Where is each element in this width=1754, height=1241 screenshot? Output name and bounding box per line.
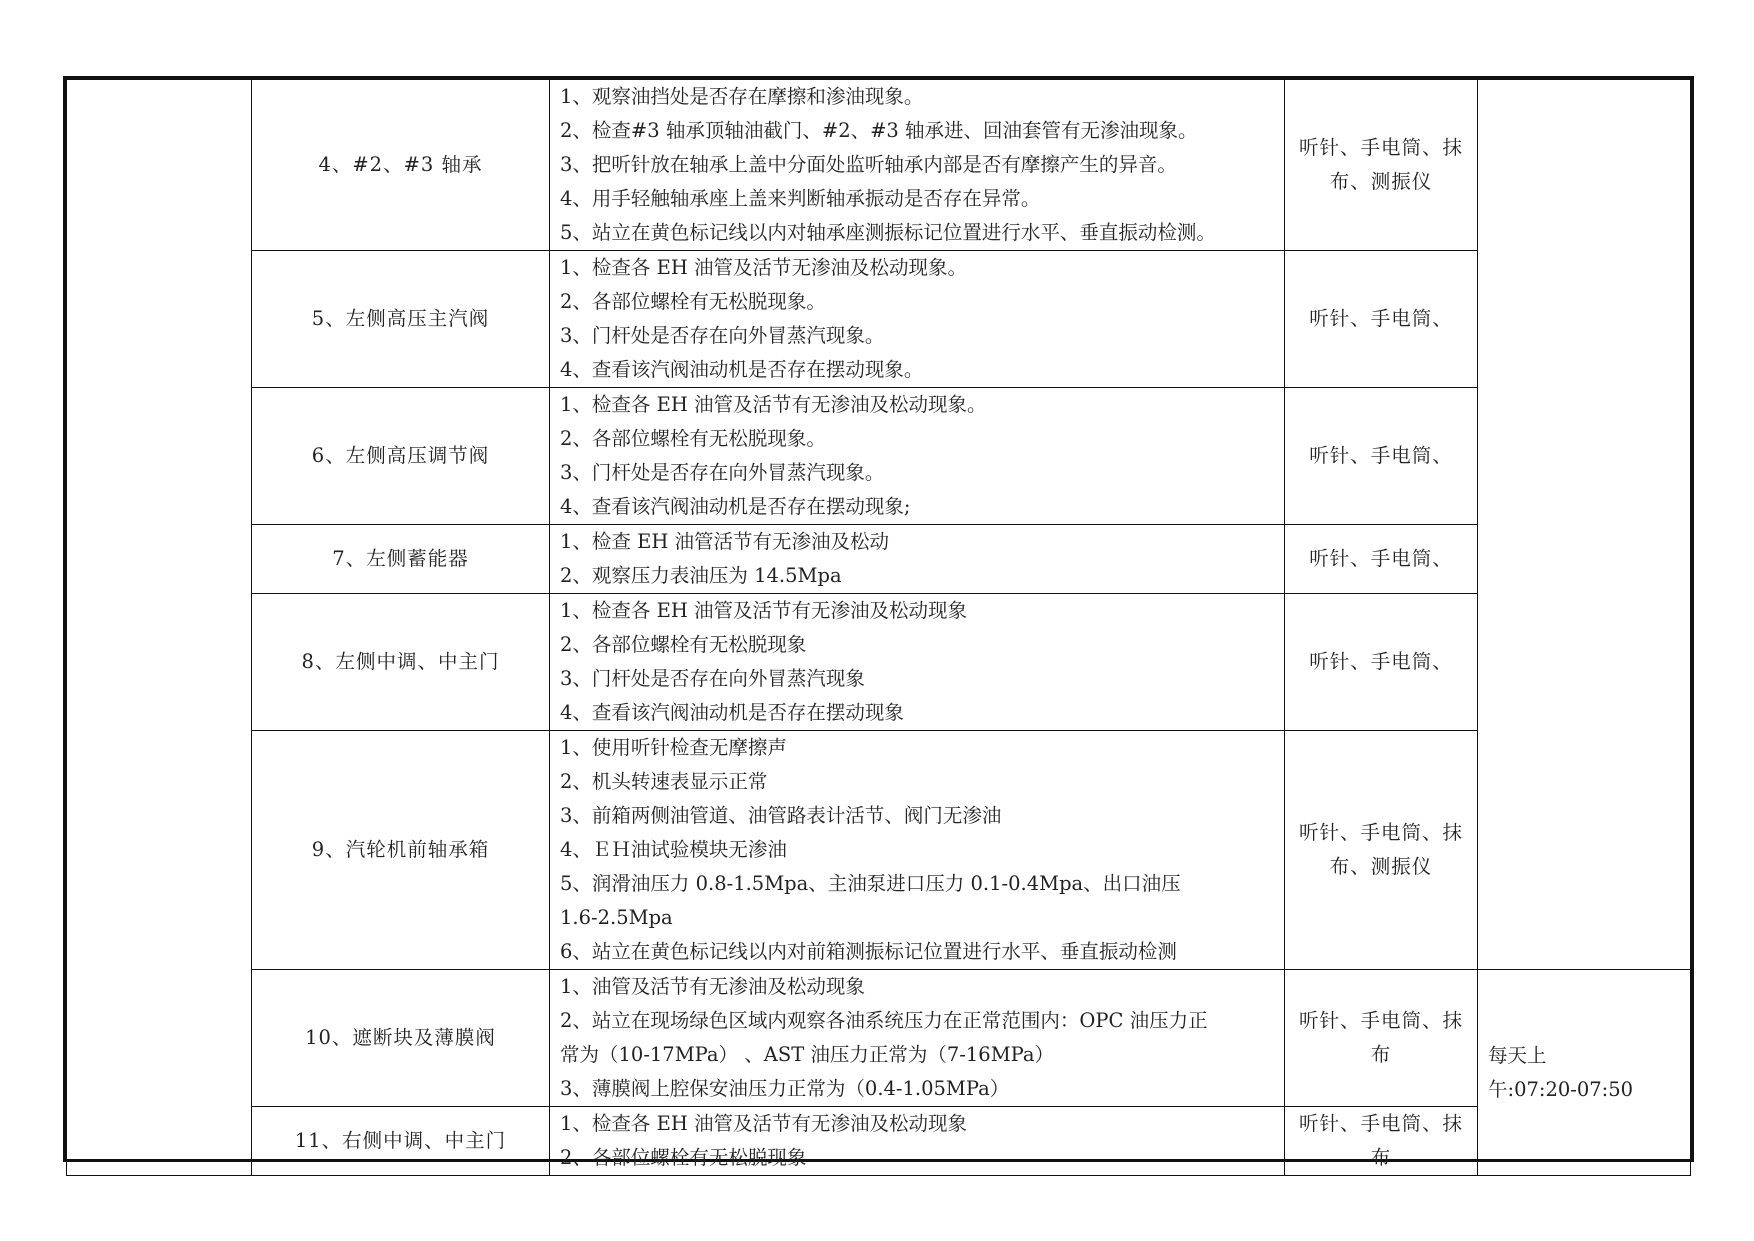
tools-cell — [1285, 388, 1478, 525]
item-name: 4、#2、#3 轴承 — [252, 80, 550, 251]
content-line: 2、机头转速表显示正常 — [560, 770, 768, 793]
check-content — [550, 731, 1285, 970]
item-name: 5、左侧高压主汽阀 — [252, 251, 550, 388]
item-name: 11、右侧中调、中主门 — [252, 1107, 550, 1176]
inspection-table-frame — [63, 76, 1694, 1169]
content-line: 1、油管及活节有无渗油及松动现象 — [560, 975, 865, 998]
content-line: 4、用手轻触轴承座上盖来判断轴承振动是否存在异常。 — [560, 187, 1041, 210]
content-line: 1、检查 EH 油管活节有无渗油及松动 — [560, 530, 890, 553]
content-line: 常为（10-17MPa） 、AST 油压力正常为（7-16MPa） — [560, 1043, 1055, 1066]
content-line: 1、检查各 EH 油管及活节有无渗油及松动现象 — [560, 1112, 968, 1135]
content-line: 1、检查各 EH 油管及活节有无渗油及松动现象。 — [560, 393, 987, 416]
inspection-table — [66, 79, 1691, 1176]
tools-text: 听针、手电筒、 — [1309, 444, 1453, 467]
content-line: 2、站立在现场绿色区域内观察各油系统压力在正常范围内：OPC 油压力正 — [560, 1009, 1208, 1032]
schedule-blank — [1478, 80, 1691, 970]
content-line: 2、各部位螺栓有无松脱现象。 — [560, 427, 826, 450]
item-name: 6、左侧高压调节阀 — [252, 388, 550, 525]
content-line: 2、各部位螺栓有无松脱现象。 — [560, 290, 826, 313]
tools-text: 听针、手电筒、抹布 — [1298, 1009, 1463, 1066]
table-row — [67, 731, 1691, 970]
table-row — [67, 251, 1691, 388]
content-line: 4、查看该汽阀油动机是否存在摆动现象 — [560, 701, 904, 724]
check-content — [550, 251, 1285, 388]
table-row — [67, 594, 1691, 731]
tools-cell — [1285, 731, 1478, 970]
content-line: 3、把听针放在轴承上盖中分面处监听轴承内部是否有摩擦产生的异音。 — [560, 153, 1177, 176]
content-line: 2、各部位螺栓有无松脱现象 — [560, 1146, 807, 1169]
schedule-line: 午:07:20-07:50 — [1488, 1077, 1634, 1101]
tools-text: 听针、手电筒、 — [1309, 547, 1453, 570]
tools-text: 听针、手电筒、抹布、测振仪 — [1298, 136, 1463, 193]
content-line: 3、门杆处是否存在向外冒蒸汽现象。 — [560, 461, 885, 484]
table-row — [67, 1107, 1691, 1176]
tools-cell — [1285, 970, 1478, 1107]
content-line: 3、薄膜阀上腔保安油压力正常为（0.4-1.05MPa） — [560, 1077, 1010, 1100]
content-line: 4、查看该汽阀油动机是否存在摆动现象; — [560, 495, 911, 518]
check-content — [550, 80, 1285, 251]
content-line: 3、前箱两侧油管道、油管路表计活节、阀门无渗油 — [560, 804, 1002, 827]
check-content — [550, 594, 1285, 731]
schedule-line: 每天上 — [1488, 1043, 1547, 1067]
item-name: 7、左侧蓄能器 — [252, 525, 550, 594]
table-row — [67, 970, 1691, 1107]
content-line: 2、观察压力表油压为 14.5Mpa — [560, 564, 842, 587]
blank-left-column — [67, 80, 252, 1176]
tools-cell — [1285, 80, 1478, 251]
tools-text: 听针、手电筒、 — [1309, 650, 1453, 673]
content-line: 4、ＥＨ油试验模块无渗油 — [560, 838, 787, 861]
content-line: 6、站立在黄色标记线以内对前箱测振标记位置进行水平、垂直振动检测 — [560, 940, 1177, 963]
item-name: 8、左侧中调、中主门 — [252, 594, 550, 731]
item-name: 9、汽轮机前轴承箱 — [252, 731, 550, 970]
check-content — [550, 1107, 1285, 1176]
content-line: 2、各部位螺栓有无松脱现象 — [560, 633, 807, 656]
tools-cell — [1285, 251, 1478, 388]
tools-cell — [1285, 525, 1478, 594]
table-row — [67, 80, 1691, 251]
item-name: 10、遮断块及薄膜阀 — [252, 970, 550, 1107]
tools-cell — [1285, 1107, 1478, 1176]
check-content — [550, 525, 1285, 594]
check-content — [550, 388, 1285, 525]
tools-text: 听针、手电筒、 — [1309, 307, 1453, 330]
tools-text: 听针、手电筒、抹布 — [1298, 1112, 1463, 1169]
content-line: 1、观察油挡处是否存在摩擦和渗油现象。 — [560, 85, 924, 108]
content-line: 5、润滑油压力 0.8-1.5Mpa、主油泵进口压力 0.1-0.4Mpa、出口油压 — [560, 872, 1181, 895]
content-line: 3、门杆处是否存在向外冒蒸汽现象 — [560, 667, 865, 690]
table-row — [67, 525, 1691, 594]
content-line: 2、检查#3 轴承顶轴油截门、#2、#3 轴承进、回油套管有无渗油现象。 — [560, 119, 1198, 142]
content-line: 4、查看该汽阀油动机是否存在摆动现象。 — [560, 358, 924, 381]
tools-cell — [1285, 594, 1478, 731]
content-line: 3、门杆处是否存在向外冒蒸汽现象。 — [560, 324, 885, 347]
table-row — [67, 388, 1691, 525]
content-line: 1、检查各 EH 油管及活节无渗油及松动现象。 — [560, 256, 968, 279]
content-line: 1.6-2.5Mpa — [560, 906, 673, 929]
content-line: 5、站立在黄色标记线以内对轴承座测振标记位置进行水平、垂直振动检测。 — [560, 221, 1216, 244]
content-line: 1、检查各 EH 油管及活节有无渗油及松动现象 — [560, 599, 968, 622]
content-line: 1、使用听针检查无摩擦声 — [560, 736, 787, 759]
check-content — [550, 970, 1285, 1107]
schedule-cell — [1478, 970, 1691, 1176]
tools-text: 听针、手电筒、抹布、测振仪 — [1298, 821, 1463, 878]
